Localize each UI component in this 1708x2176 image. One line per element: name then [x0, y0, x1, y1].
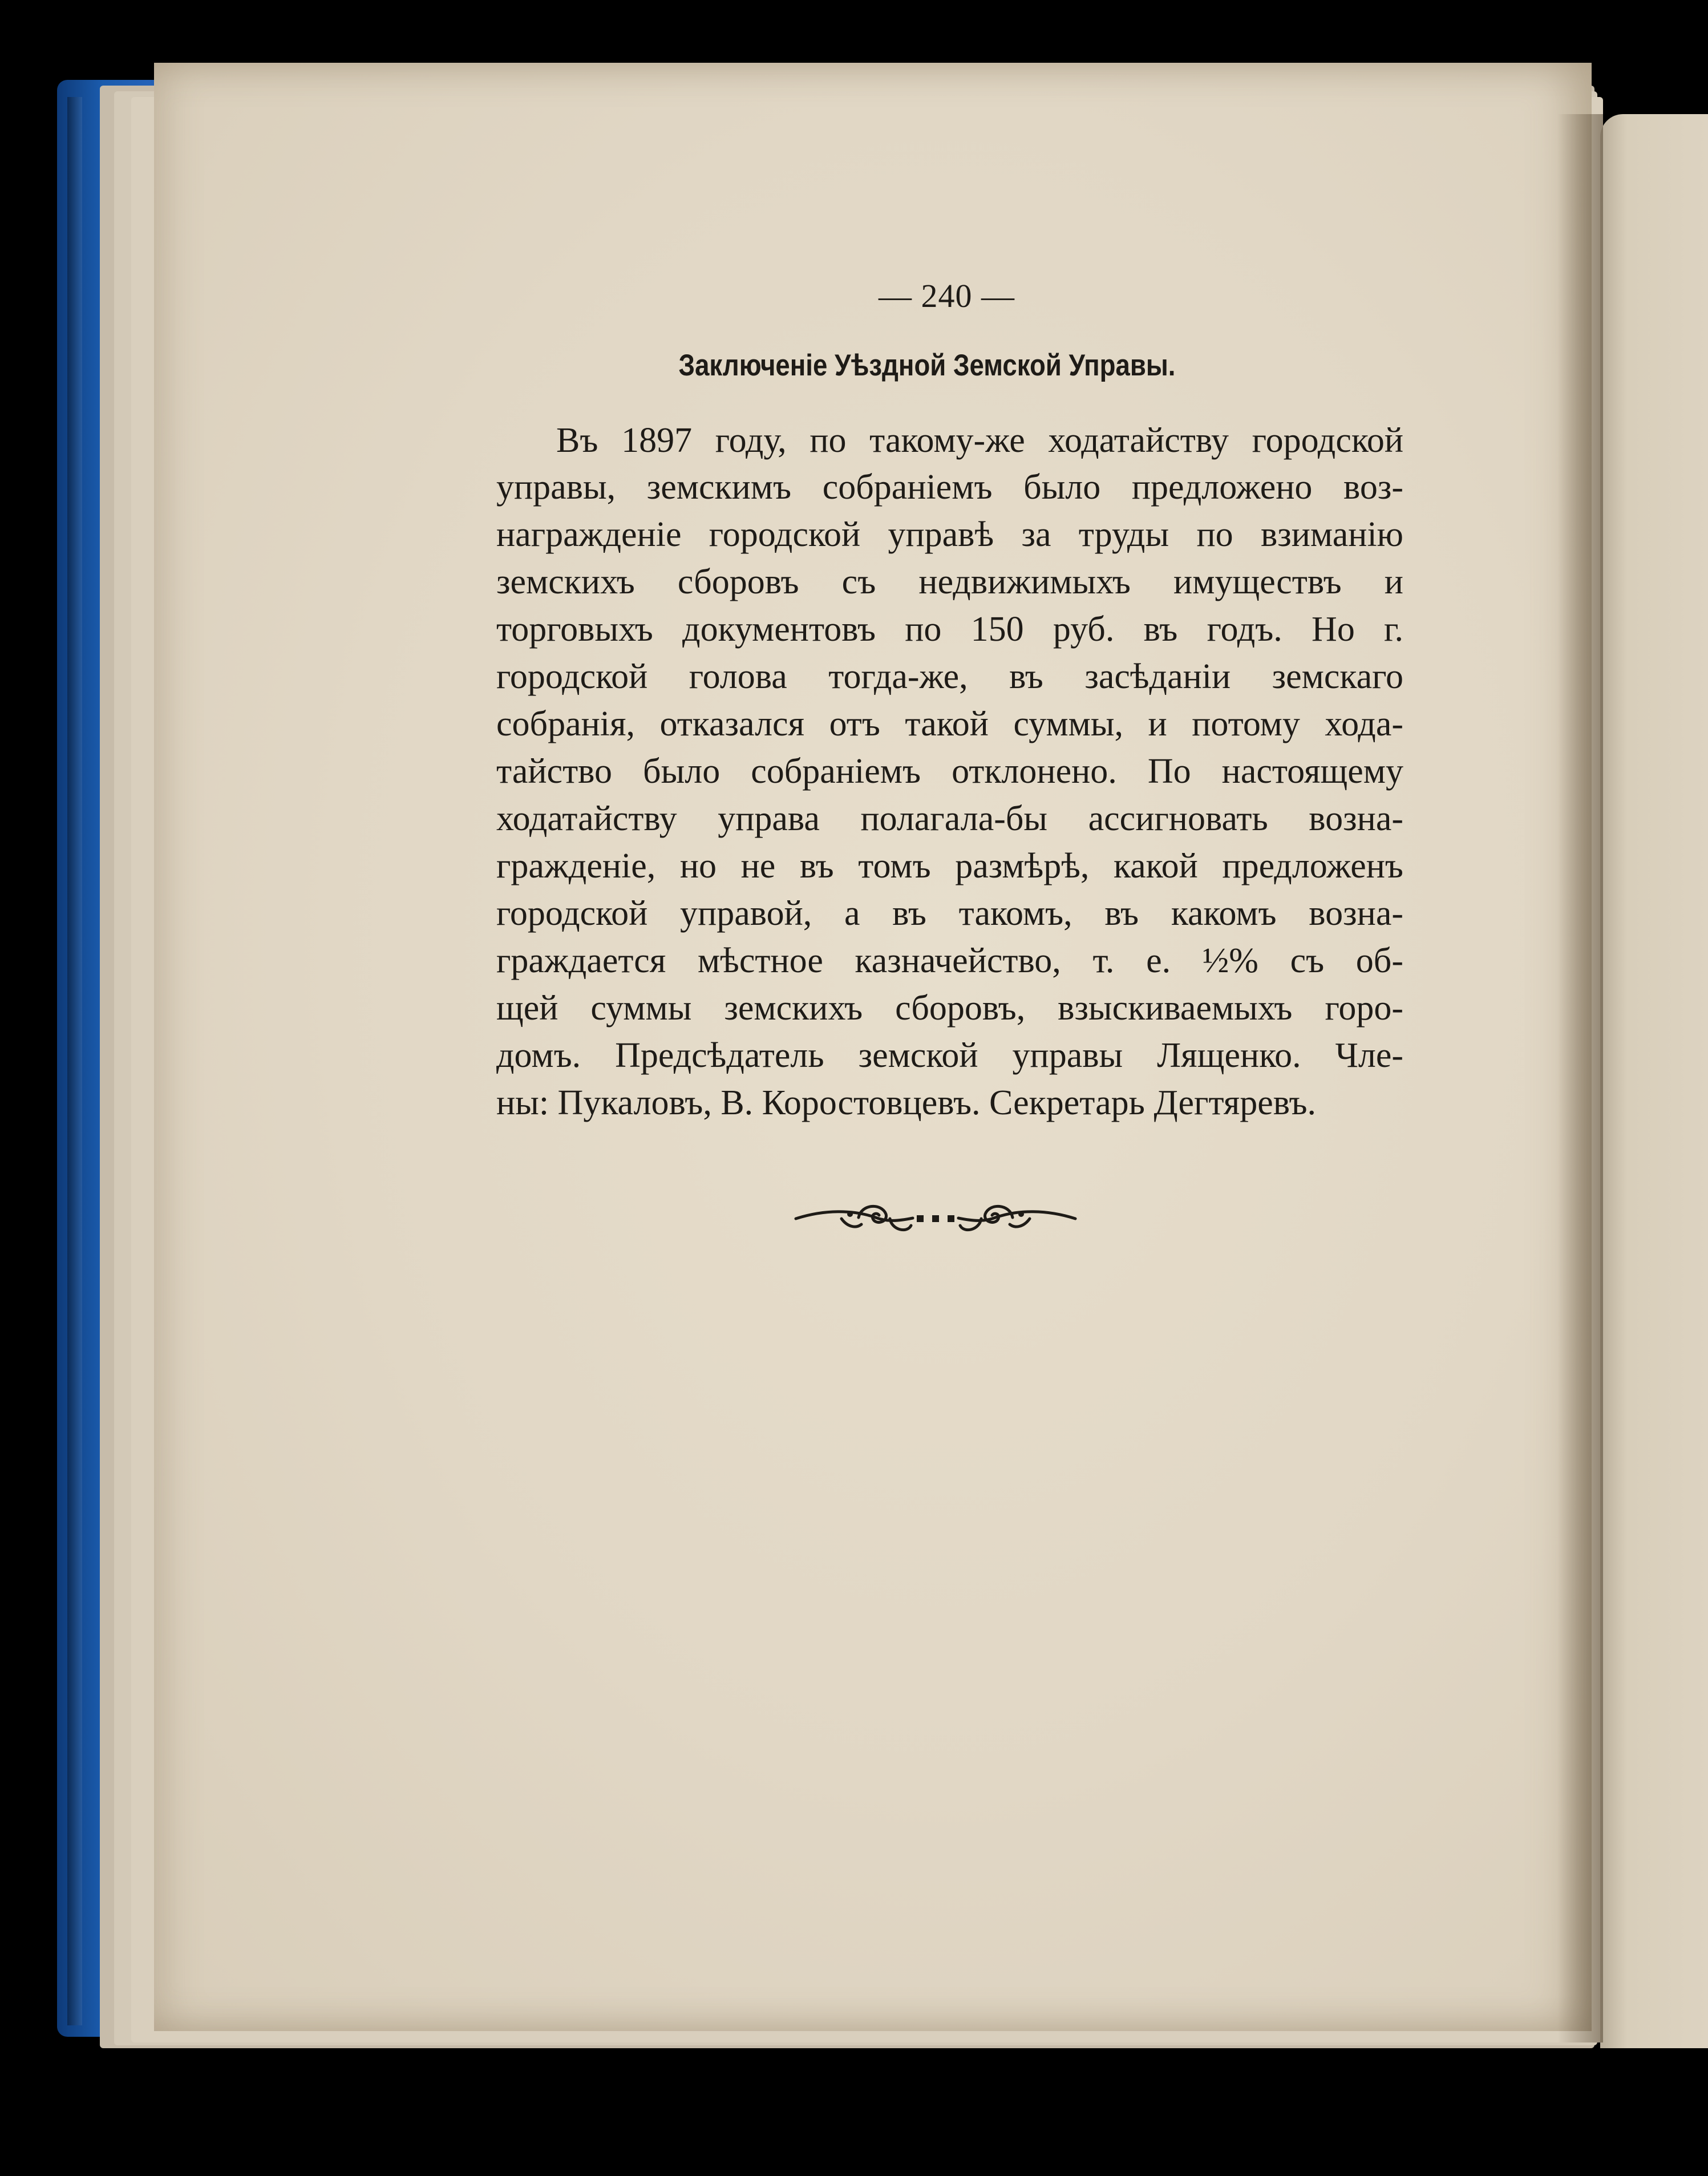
body-text-line: гражденіе, но не въ томъ размѣрѣ, какой предложенъ — [496, 847, 1403, 885]
body-text-line: управы, земскимъ собраніемъ было предложено воз- — [496, 468, 1403, 507]
body-text-line: тайство было собраніемъ отклонено. По настоящему — [496, 752, 1403, 791]
body-text-line: награжденіе городской управѣ за труды по взиманію — [496, 515, 1403, 554]
body-text-line: собранія, отказался отъ такой суммы, и потому хода- — [496, 705, 1403, 743]
section-heading: Заключеніе Уѣздной Земской Управы. — [678, 349, 1176, 382]
body-text-line: городской голова тогда-же, въ засѣданіи земскаго — [496, 657, 1403, 696]
decorative-flourish-icon — [790, 1192, 1081, 1244]
page-number: — 240 — — [879, 277, 1015, 314]
body-text-line: Въ 1897 году, по такому-же ходатайству городской — [556, 421, 1403, 460]
body-text-line: земскихъ сборовъ съ недвижимыхъ имуществъ и — [496, 563, 1403, 601]
body-text-line: граждается мѣстное казначейство, т. е. ½% съ об- — [496, 941, 1403, 980]
body-text-line: торговыхъ документовъ по 150 руб. въ годъ. Но г. — [496, 610, 1403, 649]
body-text-line: щей суммы земскихъ сборовъ, взыскиваемыхъ горо- — [496, 989, 1403, 1028]
body-text-line: ходатайству управа полагала-бы ассигновать возна- — [496, 799, 1403, 838]
body-text-line: городской управой, а въ такомъ, въ какомъ возна- — [496, 894, 1403, 933]
body-text-line: ны: Пукаловъ, В. Коростовцевъ. Секретарь Дегтяревъ. — [496, 1083, 1317, 1122]
body-text-line: домъ. Предсѣдатель земской управы Лященко. Чле- — [496, 1036, 1403, 1075]
